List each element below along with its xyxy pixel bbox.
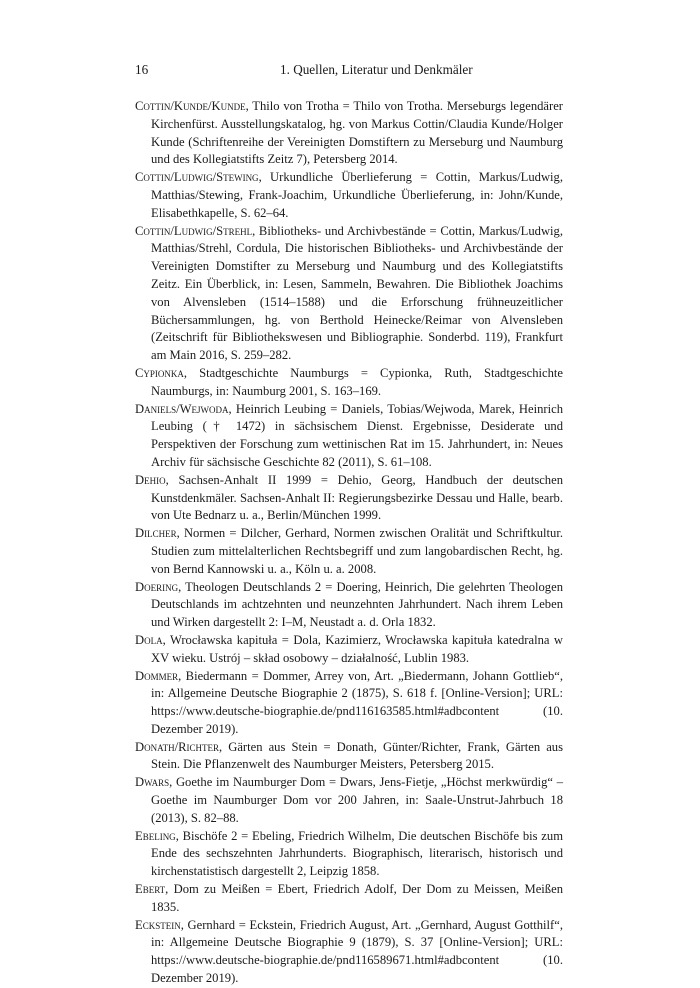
entry-text: , Gernhard = Eckstein, Friedrich August, Art. „Gernhard, August Gotthilf“, in: Allgemeine Deutsche Biographie 9 (1879), S. 37 [Online-Version]; URL: https://www.deutsche-biographie.de/pnd116589671.html#adbcontent (10. Dezember 2019). xyxy=(151,917,563,986)
bibliography-entry xyxy=(135,98,563,169)
entry-text: , Goethe im Naumburger Dom = Dwars, Jens-Fietje, „Höchst merkwürdig“ – Goethe im Naumburger Dom vor 200 Jahren, in: Saale-Unstrut-Jahrbuch 18 (2013), S. 82–88. xyxy=(151,775,563,825)
entry-key: Cypionka xyxy=(135,365,184,380)
entry-text: , Urkundliche Überlieferung = Cottin, Markus/Ludwig, Matthias/Stewing, Frank-Joachim, Urkundliche Überlieferung, in: John/Kunde, Elisabethkapelle, S. 62–64. xyxy=(151,170,563,220)
entry-key: Daniels/Wejwoda xyxy=(135,401,229,416)
entry-text: , Stadtgeschichte Naumburgs = Cypionka, Ruth, Stadtgeschichte Naumburgs, in: Naumburg 2001, S. 163–169. xyxy=(151,365,563,398)
entry-key: Donath/Richter xyxy=(135,739,219,754)
entry-text: , Theologen Deutschlands 2 = Doering, Heinrich, Die gelehrten Theologen Deutschlands im achtzehnten und neunzehnten Jahrhundert. Nach ihrem Leben und Wirken dargestellt 2: I–M, Neustadt a. d. Orla 1832. xyxy=(151,579,563,630)
bibliography-entry xyxy=(135,881,563,917)
entry-key: Cottin/Kunde/Kunde xyxy=(135,99,246,113)
page-number: 16 xyxy=(135,62,149,77)
entry-key: Dola xyxy=(135,632,163,647)
entry-text: , Thilo von Trotha = Thilo von Trotha. Merseburgs legendärer Kirchenfürst. Ausstellungskatalog, hg. von Markus Cottin/Claudia Kunde/Holger Kunde (Schriftenreihe der Vereinigten Domstiftern zu Merseburg und Naumburg und des Kollegiatstifts Zeitz 7), Petersberg 2014. xyxy=(151,99,563,167)
entry-key: Cottin/Ludwig/Stewing xyxy=(135,170,259,185)
entry-key: Ebeling xyxy=(135,828,176,843)
bibliography-entry xyxy=(135,828,563,881)
bibliography-entry xyxy=(135,472,563,525)
entry-key: Cottin/Ludwig/Strehl xyxy=(135,223,253,238)
entry-key: Dommer xyxy=(135,668,179,683)
entry-key: Dilcher xyxy=(135,526,177,541)
bibliography-entry xyxy=(135,632,563,668)
entry-text: , Sachsen-Anhalt II 1999 = Dehio, Georg, Handbuch der deutschen Kunstdenkmäler. Sachsen-Anhalt II: Regierungsbezirke Dessau und Halle, bearb. von Ute Bednarz u. a., Berlin/München 1999. xyxy=(151,472,563,523)
entry-text: , Bischöfe 2 = Ebeling, Friedrich Wilhelm, Die deutschen Bischöfe bis zum Ende des sechszehnten Jahrhunderts. Biographisch, literarisch, historisch und kirchenstatistisch dargestellt 2, Leipzig 1858. xyxy=(151,828,563,879)
entry-key: Doering xyxy=(135,579,179,594)
bibliography-entry xyxy=(135,223,563,365)
bibliography-entry xyxy=(135,774,563,827)
entry-text: , Normen = Dilcher, Gerhard, Normen zwischen Oralität und Schriftkultur. Studien zum mittelalterlichen Rechtsbegriff und zum langobardischen Recht, hg. von Bernd Kannowski u. a., Köln u. a. 2008. xyxy=(151,526,563,576)
bibliography-entry xyxy=(135,668,563,739)
bibliography-entry xyxy=(135,365,563,401)
bibliography-entry xyxy=(135,739,563,775)
bibliography-entry xyxy=(135,401,563,472)
entry-key: Dehio xyxy=(135,472,166,487)
running-head: 1. Quellen, Literatur und Denkmäler xyxy=(280,62,473,77)
bibliography-entry xyxy=(135,525,563,578)
entry-text: , Heinrich Leubing = Daniels, Tobias/Wejwoda, Marek, Heinrich Leubing († 1472) in sächsischem Dienst. Ergebnisse, Desiderate und Perspektiven der Forschung zum wettinischen Rat im 15. Jahrhundert, in: Neues Archiv für sächsische Geschichte 82 (2011), S. 61–108. xyxy=(151,401,563,469)
bibliography-list xyxy=(135,98,563,988)
page-header xyxy=(135,62,563,82)
entry-text: , Wrocławska kapituła = Dola, Kazimierz, Wrocławska kapituła katedralna w XV wieku. Ustrój – skład osobowy – działalność, Lublin 1983. xyxy=(151,632,563,665)
entry-key: Eckstein xyxy=(135,917,181,932)
entry-text: , Biedermann = Dommer, Arrey von, Art. „Biedermann, Johann Gottlieb“, in: Allgemeine Deutsche Biographie 2 (1875), S. 618 f. [Online-Version]; URL: https://www.deutsche-biographie.de/pnd116163585.html#adbcontent (10. Dezember 2019). xyxy=(151,668,563,736)
bibliography-entry xyxy=(135,169,563,222)
entry-text: , Dom zu Meißen = Ebert, Friedrich Adolf, Der Dom zu Meissen, Meißen 1835. xyxy=(151,882,563,914)
bibliography-entry xyxy=(135,917,563,988)
entry-text: , Gärten aus Stein = Donath, Günter/Richter, Frank, Gärten aus Stein. Die Pflanzenwelt des Naumburger Meisters, Petersberg 2015. xyxy=(151,739,563,772)
entry-key: Ebert xyxy=(135,882,166,897)
bibliography-entry xyxy=(135,579,563,632)
entry-key: Dwars xyxy=(135,775,170,790)
entry-text: , Bibliotheks- und Archivbestände = Cottin, Markus/Ludwig, Matthias/Strehl, Cordula, Die historischen Bibliotheks- und Archivbestände der Vereinigten Domstifter zu Merseburg und Naumburg und des Kollegiatstifts Zeitz. Ein Überblick, in: Lesen, Sammeln, Bewahren. Die Bibliothek Joachims von Alvensleben (1514–1588) und die Erforschung frühneuzeitlicher Büchersammlungen, hg. von Berthold Heinecke/Reimar von Alvensleben (Zeitschrift für Bibliothekswesen und Bibliographie. Sonderbd. 119), Frankfurt am Main 2016, S. 259–282. xyxy=(151,223,563,363)
